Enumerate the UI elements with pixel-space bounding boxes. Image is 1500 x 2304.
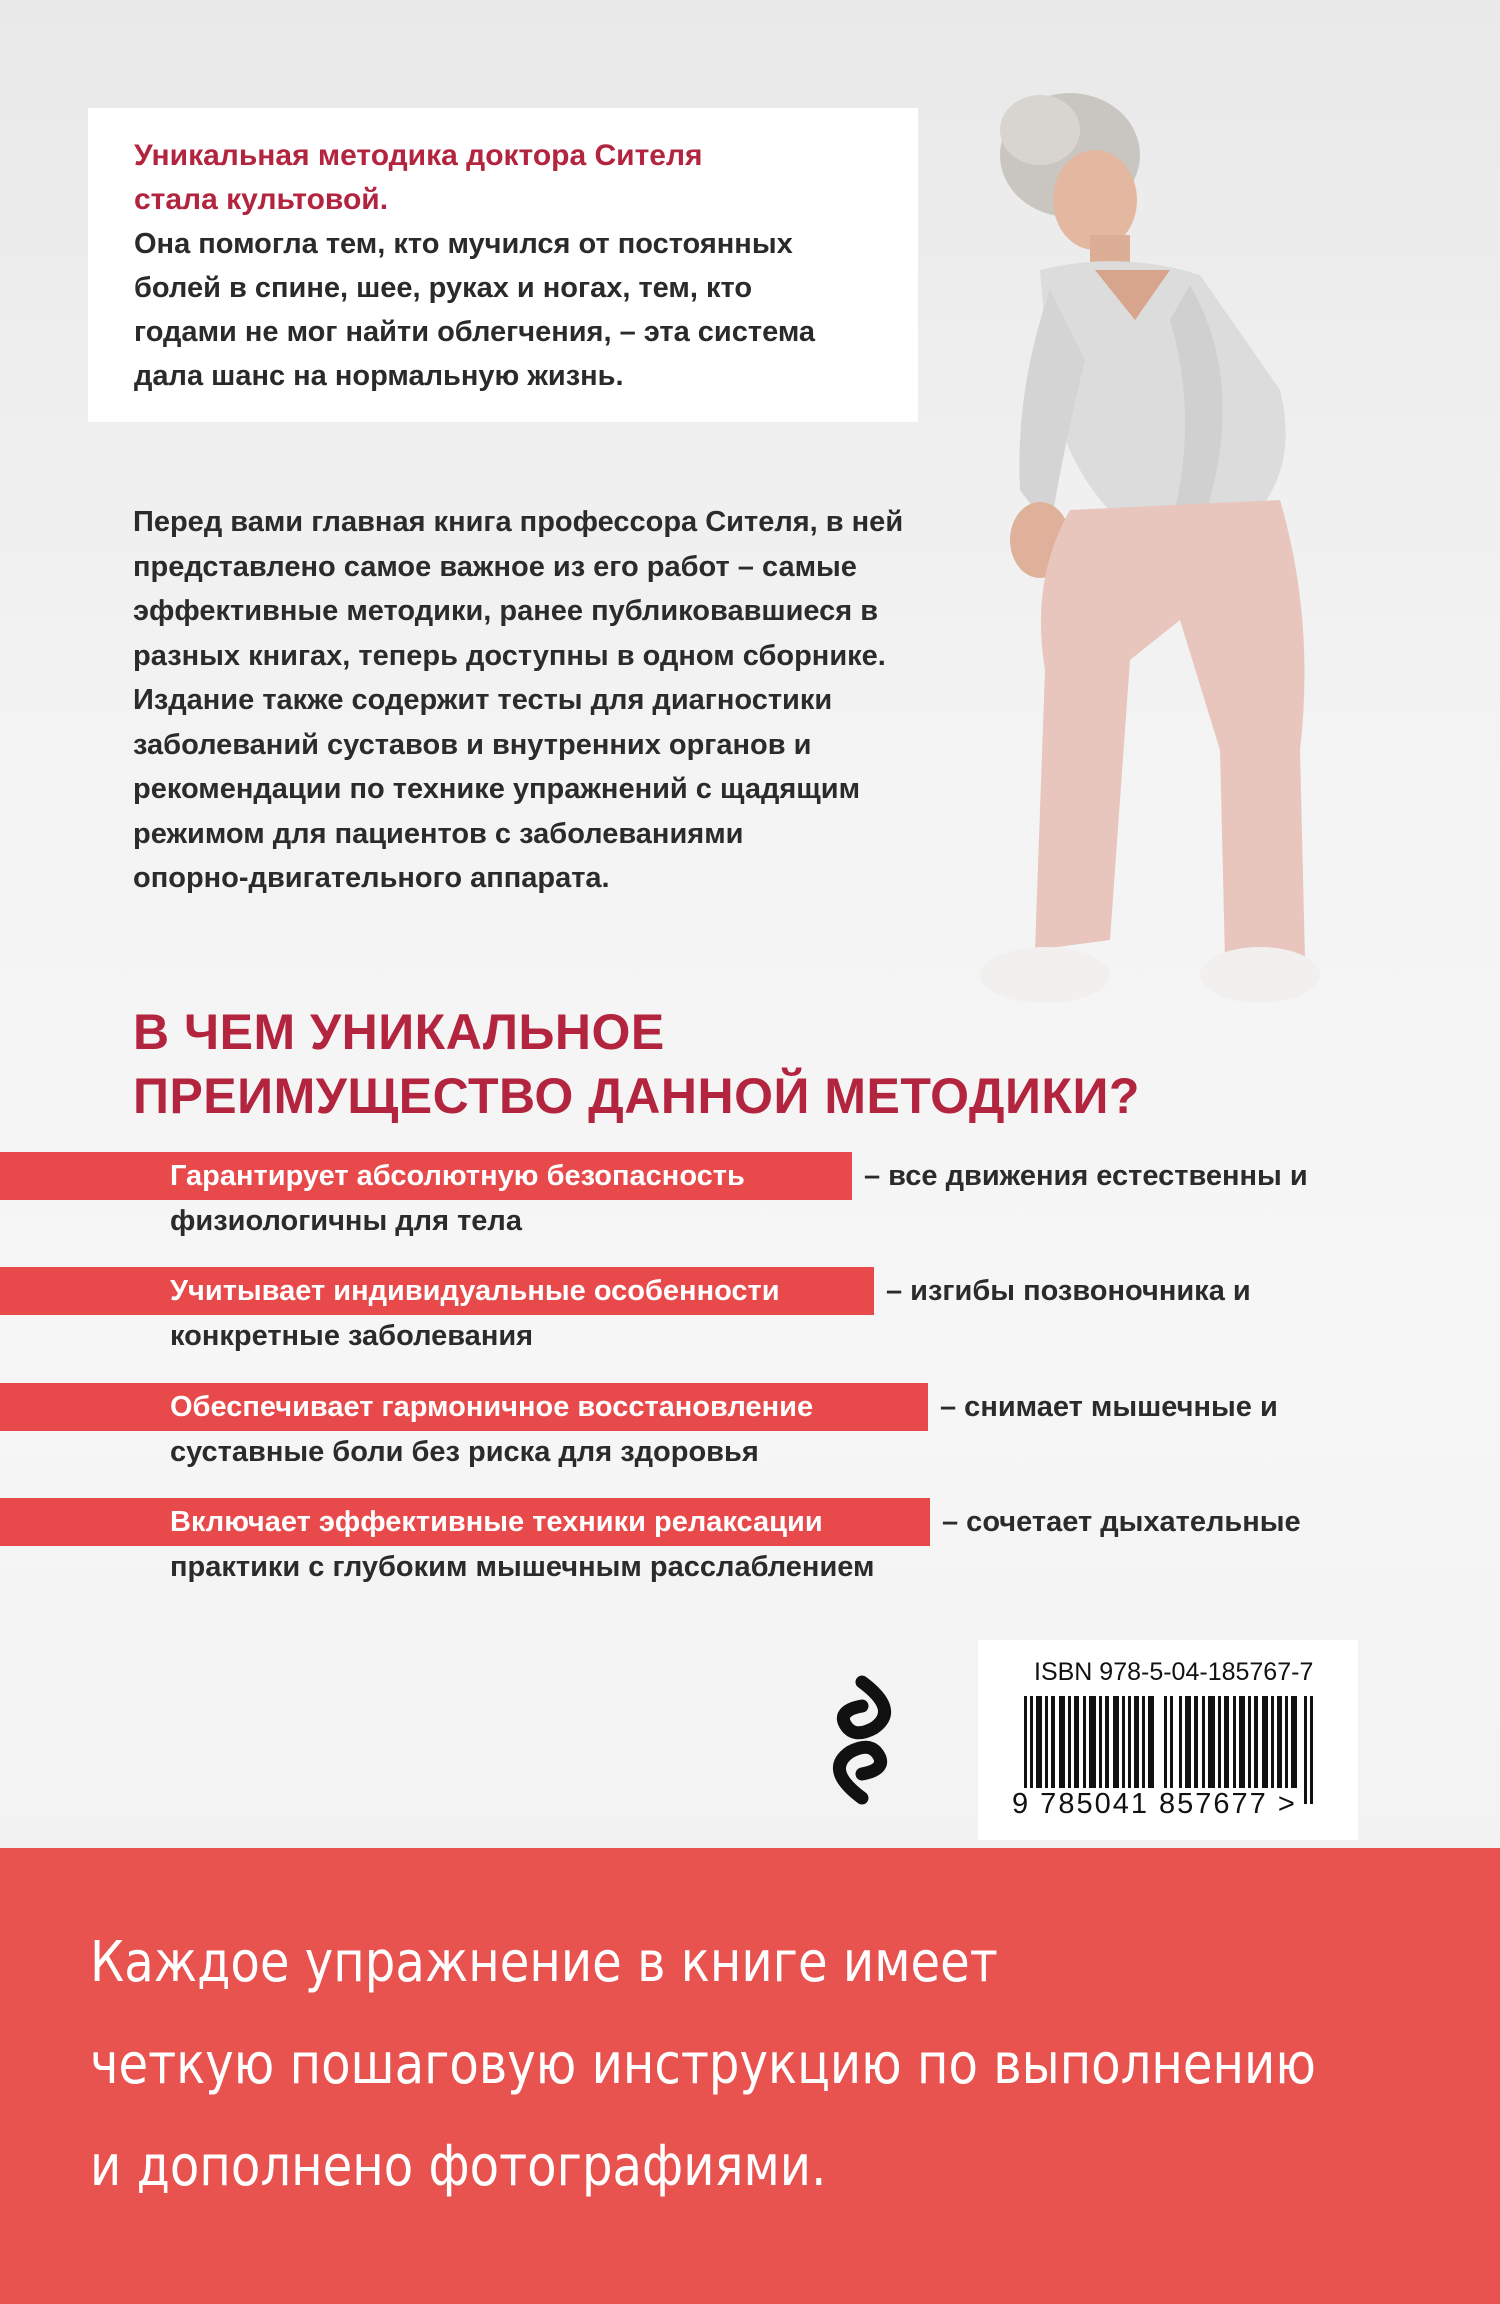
description-line: заболеваний суставов и внутренних органов и: [133, 728, 812, 761]
description-line: эффективные методики, ранее публиковавшиеся в: [133, 595, 879, 627]
benefit-line2: физиологичны для тела: [170, 1205, 522, 1237]
intro-line: болей в спине, шее, руках и ногах, тем, кто: [134, 272, 753, 304]
advantages-heading-line2: ПРЕИМУЩЕСТВО ДАННОЙ МЕТОДИКИ?: [133, 1068, 1140, 1124]
intro-box: [88, 108, 918, 422]
bottom-banner: [0, 1848, 1500, 2304]
benefit-line2: практики с глубоким мышечным расслаблением: [170, 1551, 875, 1583]
benefit-line2: суставные боли без риска для здоровья: [170, 1436, 759, 1468]
isbn-label: ISBN 978-5-04-185767-7: [1034, 1658, 1314, 1686]
intro-title-line1: Уникальная методика доктора Сителя: [134, 139, 703, 172]
benefit-highlight: Включает эффективные техники релаксации: [170, 1506, 823, 1538]
description-line: рекомендации по технике упражнений с щадящим: [133, 773, 861, 805]
description-line: Издание также содержит тесты для диагностики: [133, 684, 833, 716]
advantages-heading: [133, 1000, 1140, 1128]
intro-line: дала шанс на нормальную жизнь.: [134, 360, 624, 392]
description-line: опорно-двигательного аппарата.: [133, 862, 610, 894]
bottom-line: четкую пошаговую инструкцию по выполнению: [90, 2032, 1316, 2097]
isbn-digits: 9 785041 857677 >: [1012, 1788, 1297, 1820]
elderly-woman-knee-pain-illustration: [920, 60, 1400, 1020]
advantages-heading-line1: В ЧЕМ УНИКАЛЬНОЕ: [133, 1004, 665, 1060]
intro-line: годами не мог найти облегчения, – эта система: [134, 316, 816, 348]
description-line: режимом для пациентов с заболеваниями: [133, 817, 744, 850]
benefit-rest: – все движения естественны и: [864, 1160, 1308, 1192]
benefit-line2: конкретные заболевания: [170, 1320, 534, 1352]
benefit-rest: – изгибы позвоночника и: [886, 1275, 1251, 1307]
benefit-rest: – сочетает дыхательные: [942, 1506, 1301, 1538]
benefit-highlight: Учитывает индивидуальные особенности: [170, 1275, 780, 1307]
bottom-banner-text: [90, 1912, 1316, 2218]
description-line: разных книгах, теперь доступны в одном сборнике.: [133, 639, 886, 672]
bottom-line: и дополнено фотографиями.: [90, 2134, 827, 2199]
description-line: Перед вами главная книга профессора Сителя, в ней: [133, 506, 904, 538]
benefit-highlight: Гарантирует абсолютную безопасность: [170, 1160, 745, 1192]
intro-line: Она помогла тем, кто мучился от постоянных: [134, 228, 793, 260]
intro-title-line2: стала культовой.: [134, 183, 389, 216]
description-line: представлено самое важное из его работ – самые: [133, 550, 857, 583]
description-paragraph: [133, 500, 963, 901]
isbn-barcode-block: [978, 1640, 1358, 1840]
benefit-highlight: Обеспечивает гармоничное восстановление: [170, 1391, 814, 1423]
benefit-rest: – снимает мышечные и: [940, 1391, 1278, 1423]
publisher-logo-icon: [822, 1670, 902, 1810]
bottom-line: Каждое упражнение в книге имеет: [90, 1930, 998, 1995]
